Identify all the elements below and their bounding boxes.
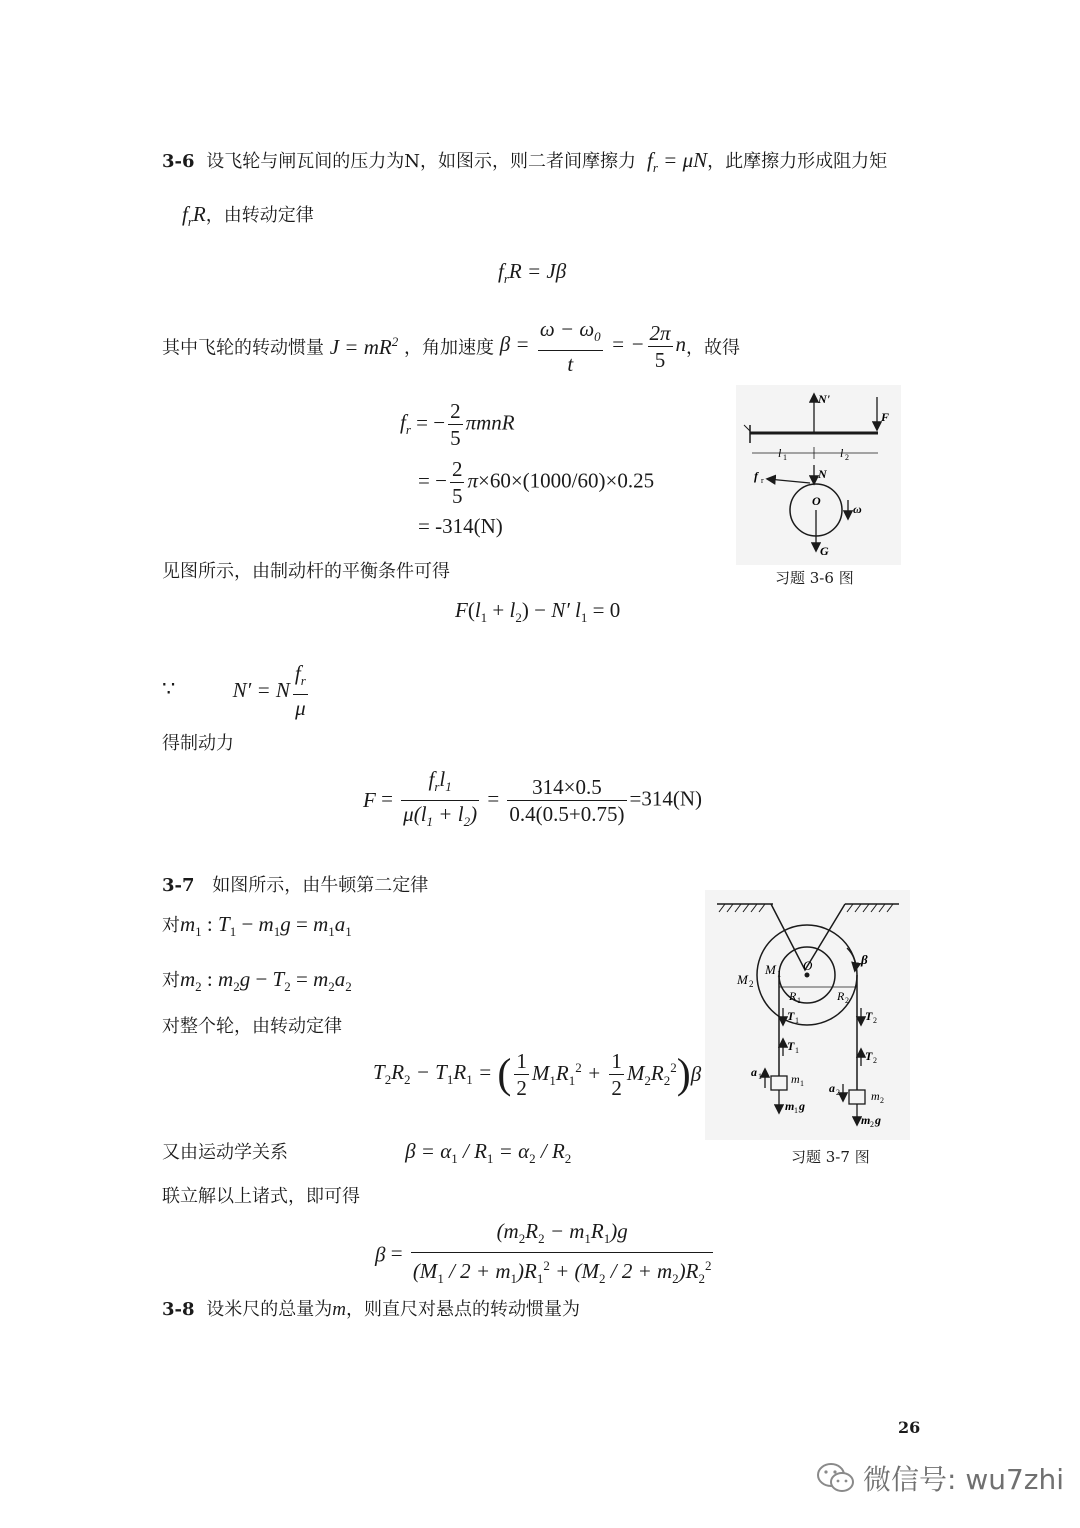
svg-text:1: 1 xyxy=(800,1079,804,1088)
text: 设米尺的总量为 xyxy=(206,1299,333,1320)
equation-fr-3: = -314(N) xyxy=(418,514,503,538)
svg-text:2: 2 xyxy=(845,453,849,462)
watermark xyxy=(815,1458,1064,1498)
svg-text:1: 1 xyxy=(783,453,787,462)
equation-beta-solution: β = $\frac{(m_2R_2 - m_1R_1)g}{(M_1 / 2 + m_1)R_1^2 + (M_2 / 2 + m_2)R_2^2}$ xyxy=(375,1219,712,1287)
see-figure-text: 见图所示，由制动杆的平衡条件可得 xyxy=(162,561,450,582)
equation-m1: 对$m_1$ : $T_1 - m_1g = m_1a_1$ xyxy=(162,912,352,940)
symbol-m: m xyxy=(332,1299,346,1320)
text: 如图所示，由牛顿第二定律 xyxy=(212,875,429,896)
whole-wheel-text: 对整个轮，由转动定律 xyxy=(162,1016,342,1037)
svg-text:1: 1 xyxy=(777,969,782,979)
text: 对 xyxy=(162,970,180,991)
label-fr: f xyxy=(754,469,758,483)
label-O: O xyxy=(812,494,821,508)
label-G: G xyxy=(820,544,829,558)
problem-label: 3-6 xyxy=(162,151,195,172)
problem-3-6-line2 xyxy=(182,201,314,230)
text: ，此摩擦力形成阻力矩 xyxy=(707,151,888,172)
svg-text:1: 1 xyxy=(794,1106,798,1115)
equation-lever-balance: $F(l_1 + l_2) - N'$ $l_1 = 0$ xyxy=(455,598,621,626)
figure-3-6-caption: 习题 3-6 图 xyxy=(775,569,854,587)
equation-because: ∵ N′ = N $\frac{f_r}{\mu}$ xyxy=(162,661,306,721)
problem-label: 3-8 xyxy=(162,1299,195,1320)
problem-3-6-line3 xyxy=(162,316,740,377)
equation-kinematic: $\beta = \alpha_1 / R_1 = \alpha_2 / R_2$ xyxy=(405,1139,572,1167)
page-number: 26 xyxy=(898,1418,921,1437)
svg-text:2: 2 xyxy=(873,1056,877,1065)
label-T2: T xyxy=(865,1009,873,1023)
equation-wheel-rotation: $T_2R_2 - T_1R_1$ = ( $\frac{1}{2}$ $M_1R_1^2$ + $\frac{1}{2}$ $M_2R_2^2)\beta$ xyxy=(373,1049,702,1100)
formula-inertia: $J = mR^2$ xyxy=(329,333,399,359)
label-R1: R xyxy=(789,989,797,1003)
text: 又由运动学关系 xyxy=(162,1142,288,1163)
text: ，故得 xyxy=(686,337,741,359)
svg-text:1: 1 xyxy=(795,1016,799,1025)
text: ，则直尺对悬点的转动惯量为 xyxy=(346,1299,580,1320)
text: 设飞轮与闸瓦间的压力为N，如图示，则二者间摩擦力 xyxy=(206,151,637,172)
svg-text:g: g xyxy=(799,1099,805,1113)
svg-text:2: 2 xyxy=(880,1096,884,1105)
figure-3-6 xyxy=(736,385,901,565)
F-numerator: 314×0.5 xyxy=(507,774,626,801)
because-symbol: ∵ xyxy=(162,676,176,701)
figure-3-7-caption: 习题 3-7 图 xyxy=(791,1148,870,1166)
brake-force-text: 得制动力 xyxy=(162,733,234,754)
calc-value: 60×(1000/60)×0.25 xyxy=(489,468,655,493)
wechat-icon xyxy=(815,1461,857,1495)
problem-3-7-line1 xyxy=(162,871,428,897)
label-N: N xyxy=(818,467,827,481)
mass-m2 xyxy=(849,1090,865,1104)
watermark-text: 微信号: wu7zhi xyxy=(863,1463,1065,1496)
label-m1: m xyxy=(791,1072,800,1086)
label-Np: N' xyxy=(818,392,830,406)
label-F: F xyxy=(881,410,890,424)
kinematic-line xyxy=(162,1138,571,1167)
equation-fr-2: = − $\frac{2}{5}$ π×60×(1000/60)×0.25 xyxy=(418,457,655,508)
equation-brake-force: F = $\frac{f_rl_1}{\mu(l_1 + l_2)}$ = $\frac{314\times 0.5}{0.4(0.5+0.75)}$ =314(N) xyxy=(363,767,702,830)
svg-text:2: 2 xyxy=(836,1088,840,1097)
label-beta: β xyxy=(861,952,868,967)
label-R2: R xyxy=(837,989,845,1003)
svg-text:2: 2 xyxy=(873,1016,877,1025)
text: 其中飞轮的转动惯量 xyxy=(162,337,324,359)
equation-fr-1: $f_r$ = − $\frac{2}{5}$ πmnR xyxy=(400,399,515,450)
svg-text:2: 2 xyxy=(749,979,754,989)
text: ，由转动定律 xyxy=(205,205,314,226)
problem-label: 3-7 xyxy=(162,875,195,896)
svg-text:g: g xyxy=(875,1113,881,1127)
label-T1: T xyxy=(787,1009,795,1023)
label-M2: M xyxy=(737,972,748,987)
svg-text:r: r xyxy=(761,476,764,485)
F-result: 314(N) xyxy=(641,786,702,811)
label-a1: a xyxy=(751,1065,757,1079)
svg-text:1: 1 xyxy=(795,1046,799,1055)
equation-rotation-law: $f_rR = J\beta$ xyxy=(498,259,567,287)
label-M1: M xyxy=(765,962,776,977)
formula-angular-acceleration: β = $\frac{\omega - \omega_0}{t}$ = − $\frac{2\pi}{5}$ n xyxy=(499,317,687,377)
formula-torque: $f_rR$ xyxy=(182,202,206,230)
problem-3-8-line xyxy=(162,1295,580,1321)
svg-text:T: T xyxy=(865,1049,873,1063)
label-omega: ω xyxy=(853,502,862,516)
label-l2: l xyxy=(840,446,844,460)
text: ，角加速度 xyxy=(403,337,494,359)
text: 对 xyxy=(162,915,180,936)
mass-m1 xyxy=(771,1076,787,1090)
equation-m2: 对$m_2$ : $m_2g - T_2 = m_2a_2$ xyxy=(162,967,352,995)
svg-text:T: T xyxy=(787,1039,795,1053)
label-m2: m xyxy=(871,1089,880,1103)
label-O: O xyxy=(803,958,813,973)
figure-3-7 xyxy=(705,890,910,1140)
label-m1g: m xyxy=(785,1099,795,1113)
formula-friction: $f_r = \mu N$ xyxy=(641,148,708,176)
label-m2g: m xyxy=(861,1113,871,1127)
svg-text:2: 2 xyxy=(870,1120,874,1129)
result-value: -314(N) xyxy=(435,514,503,538)
svg-text:1: 1 xyxy=(758,1072,762,1081)
problem-3-6-line1 xyxy=(162,147,887,176)
svg-text:2: 2 xyxy=(845,996,849,1005)
svg-text:1: 1 xyxy=(797,996,801,1005)
label-a2: a xyxy=(829,1081,835,1095)
combine-text: 联立解以上诸式，即可得 xyxy=(162,1186,360,1207)
F-denominator: 0.4(0.5+0.75) xyxy=(509,802,625,827)
label-l1: l xyxy=(778,446,782,460)
